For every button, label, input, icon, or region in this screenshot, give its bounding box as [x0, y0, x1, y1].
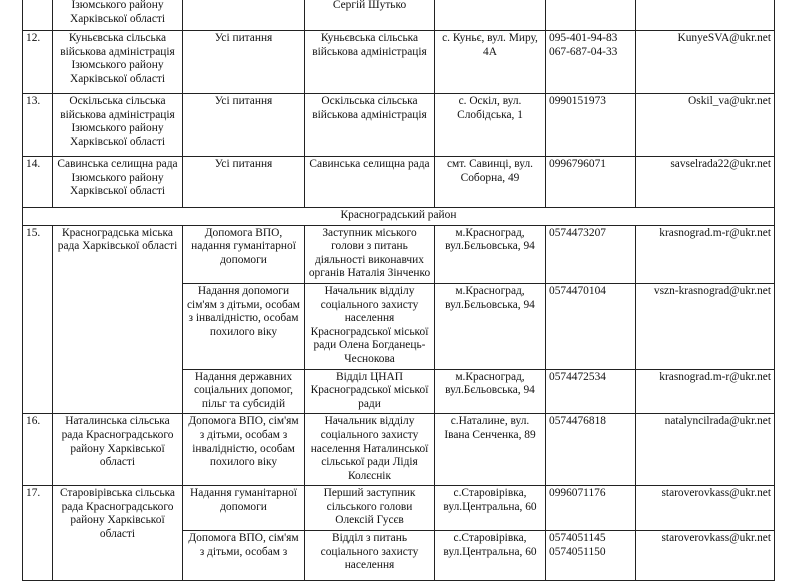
contact-cell: Савинська селищна рада: [305, 157, 435, 208]
phone-number: 0574473207: [549, 226, 606, 239]
org-cell: Наталинська сільська рада Красноградського району Харківської області: [53, 414, 183, 486]
service-cell: Усі питання: [183, 31, 305, 94]
phone-cell: [546, 225, 636, 283]
service-cell: [183, 0, 305, 31]
contact-cell: Начальник відділу соціального захисту населення Красноградської міської ради Олена Богданець-Чеснокова: [305, 283, 435, 369]
address-cell: с. Оскіл, вул. Слобідська, 1: [435, 94, 546, 157]
row-number: 13.: [23, 94, 53, 157]
district-heading: Красноградський район: [23, 208, 775, 226]
table-row: [23, 0, 775, 31]
phone-number: 0996071176: [549, 487, 606, 500]
table-row: [23, 414, 775, 486]
email-cell: Oskil_va@ukr.net: [636, 94, 775, 157]
phone-cell: [546, 157, 636, 208]
phone-cell: [546, 283, 636, 369]
phone-number: 0574470104: [549, 284, 606, 297]
org-cell: Красноградська міська рада Харківської області: [53, 225, 183, 414]
email-cell: krasnograd.m-r@ukr.net: [636, 369, 775, 414]
phone-number: 095-401-94-83: [549, 32, 618, 44]
service-cell: Допомога ВПО, сім'ям з дітьми, особам з інвалідністю, особам похилого віку: [183, 414, 305, 486]
email-cell: krasnograd.m-r@ukr.net: [636, 225, 775, 283]
contact-cell: Перший заступник сільського голови Олексій Гусєв: [305, 486, 435, 531]
contact-cell: Оскільська сільська військова адміністрація: [305, 94, 435, 157]
service-cell: Допомога ВПО, надання гуманітарної допомоги: [183, 225, 305, 283]
email-cell: staroverovkass@ukr.net: [636, 531, 775, 581]
row-number: 14.: [23, 157, 53, 208]
phone-cell: [546, 31, 636, 94]
row-number-cell: [23, 0, 53, 31]
district-heading-row: [23, 208, 775, 226]
service-cell: Надання державних соціальних допомог, пільг та субсидій: [183, 369, 305, 414]
table-row: [23, 94, 775, 157]
phone-cell: [546, 0, 636, 31]
contact-cell: Сергій Шутько: [305, 0, 435, 31]
service-cell: Усі питання: [183, 157, 305, 208]
phone-number: 0574051145: [549, 532, 606, 545]
address-cell: с.Старовірівка, вул.Центральна, 60: [435, 486, 546, 531]
row-number: 16.: [23, 414, 53, 486]
contact-cell: Куньєвська сільська військова адміністрація: [305, 31, 435, 94]
service-cell: Усі питання: [183, 94, 305, 157]
phone-number: 0996796071: [549, 158, 606, 170]
address-cell: м.Красноград, вул.Бєльовська, 94: [435, 369, 546, 414]
phone-number: 0574472534: [549, 370, 606, 383]
address-cell: м.Красноград, вул.Бєльовська, 94: [435, 225, 546, 283]
phone-number: 067-687-04-33: [549, 45, 618, 58]
row-number: 12.: [23, 31, 53, 94]
row-number: 15.: [23, 225, 53, 414]
address-cell: смт. Савинці, вул. Соборна, 49: [435, 157, 546, 208]
contact-cell: Заступник міського голови з питань діяльності виконавчих органів Наталія Зінченко: [305, 225, 435, 283]
email-cell: [636, 0, 775, 31]
address-cell: [435, 0, 546, 31]
address-cell: м.Красноград, вул.Бєльовська, 94: [435, 283, 546, 369]
service-cell: Надання допомоги сім'ям з дітьми, особам з інвалідністю, особам похилого віку: [183, 283, 305, 369]
phone-cell: [546, 369, 636, 414]
address-cell: с.Старовірівка, вул.Центральна, 60: [435, 531, 546, 581]
contact-cell: Відділ ЦНАП Красноградської міської ради: [305, 369, 435, 414]
phone-cell: [546, 414, 636, 486]
table-row: [23, 31, 775, 94]
contacts-table: [22, 0, 775, 581]
contact-cell: Відділ з питань соціального захисту населення: [305, 531, 435, 581]
table-row: [23, 486, 775, 531]
phone-number: 0574476818: [549, 415, 606, 428]
org-cell: Савинська селищна рада Ізюмського району Харківської області: [53, 157, 183, 208]
email-cell: natalyncilrada@ukr.net: [636, 414, 775, 486]
table-row: [23, 157, 775, 208]
address-cell: с.Наталине, вул. Івана Сенченка, 89: [435, 414, 546, 486]
service-cell: Допомога ВПО, сім'ям з дітьми, особам з: [183, 531, 305, 581]
address-cell: с. Куньє, вул. Миру, 4А: [435, 31, 546, 94]
email-cell: vszn-krasnograd@ukr.net: [636, 283, 775, 369]
org-cell: Старовірівська сільська рада Красноградського району Харківської області: [53, 486, 183, 581]
phone-number: 0990151973: [549, 95, 606, 107]
phone-cell: [546, 531, 636, 581]
phone-number: 0574051150: [549, 545, 606, 558]
contact-cell: Начальник відділу соціального захисту населення Наталинської сільської ради Лідія Колєснік: [305, 414, 435, 486]
row-number: 17.: [23, 486, 53, 581]
phone-cell: [546, 94, 636, 157]
service-cell: Надання гуманітарної допомоги: [183, 486, 305, 531]
phone-cell: [546, 486, 636, 531]
org-cell: Ізюмського району Харківської області: [53, 0, 183, 31]
email-cell: savselrada22@ukr.net: [636, 157, 775, 208]
table-row: [23, 225, 775, 283]
org-cell: Оскільська сільська військова адміністрація Ізюмського району Харківської області: [53, 94, 183, 157]
email-cell: KunyeSVA@ukr.net: [636, 31, 775, 94]
org-cell: Куньєвська сільська військова адміністрація Ізюмського району Харківської області: [53, 31, 183, 94]
email-cell: staroverovkass@ukr.net: [636, 486, 775, 531]
